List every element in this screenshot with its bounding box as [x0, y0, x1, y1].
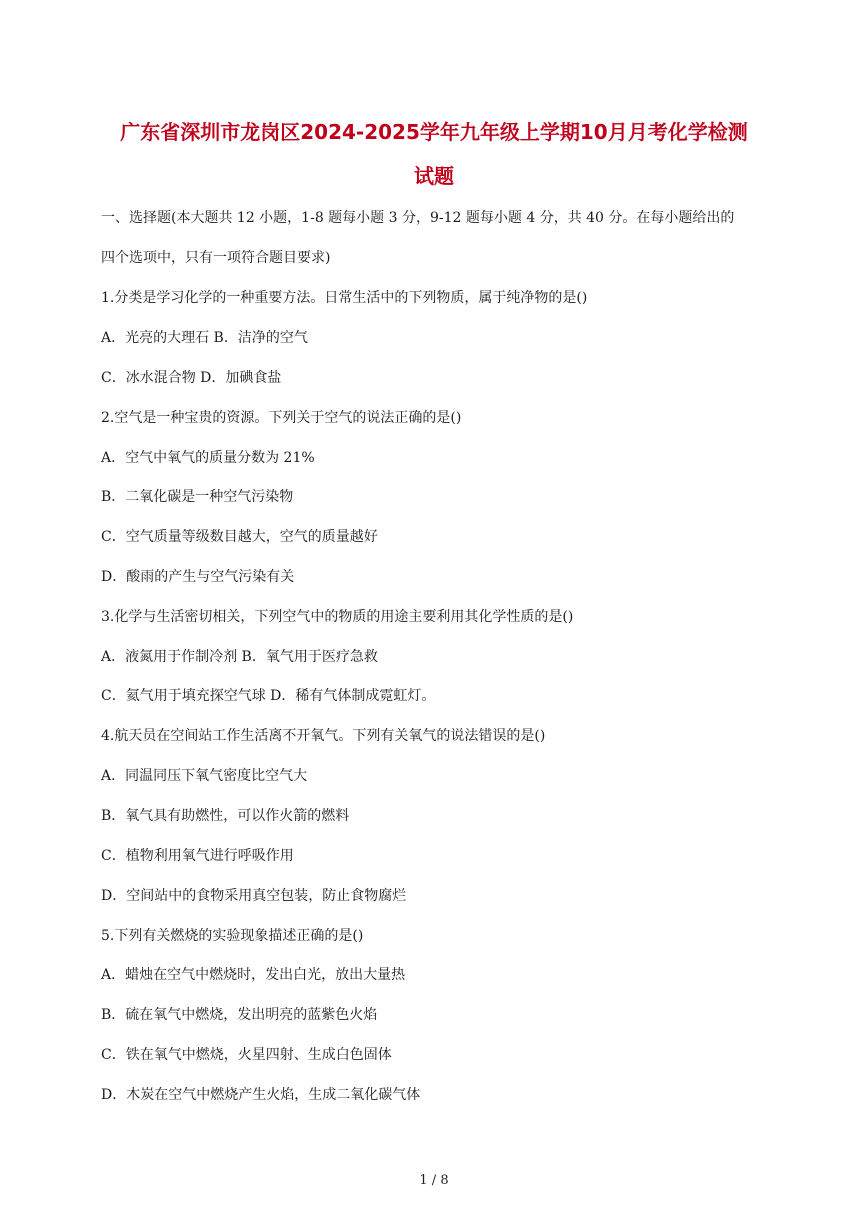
section-instructions-line-1: 一、选择题(本大题共 12 小题，1-8 题每小题 3 分，9-12 题每小题 4 分，共 40 分。在每小题给出的: [101, 210, 735, 226]
question-2-option-a: A．空气中氧气的质量分数为 21%: [101, 450, 315, 466]
page-number: 1 / 8: [419, 1173, 449, 1188]
question-2-option-b: B．二氧化碳是一种空气污染物: [101, 489, 294, 505]
question-5-option-b: B．硫在氧气中燃烧，发出明亮的蓝紫色火焰: [101, 1007, 378, 1023]
question-4-option-c: C．植物利用氧气进行呼吸作用: [101, 848, 294, 864]
question-3-option-line: A．液氮用于作制冷剂 B．氧气用于医疗急救: [101, 649, 378, 665]
question-5-option-c: C．铁在氧气中燃烧，火星四射、生成白色固体: [101, 1047, 392, 1063]
question-4-stem: 4.航天员在空间站工作生活离不开氧气。下列有关氧气的说法错误的是(): [101, 728, 546, 744]
document-title-line-1: 广东省深圳市龙岗区2024-2025学年九年级上学期10月月考化学检测: [120, 120, 748, 144]
question-2-stem: 2.空气是一种宝贵的资源。下列关于空气的说法正确的是(): [101, 410, 462, 426]
question-1-option-line: C．冰水混合物 D．加碘食盐: [101, 370, 282, 386]
question-3-stem: 3.化学与生活密切相关，下列空气中的物质的用途主要利用其化学性质的是(): [101, 609, 574, 625]
question-4-option-d: D．空间站中的食物采用真空包装，防止食物腐烂: [101, 888, 407, 904]
question-4-option-b: B．氧气具有助燃性，可以作火箭的燃料: [101, 808, 350, 824]
question-1-option-line: A．光亮的大理石 B．洁净的空气: [101, 330, 308, 346]
question-2-option-c: C．空气质量等级数目越大，空气的质量越好: [101, 529, 378, 545]
question-5-option-a: A．蜡烛在空气中燃烧时，发出白光，放出大量热: [101, 967, 406, 983]
question-4-option-a: A．同温同压下氧气密度比空气大: [101, 768, 308, 784]
question-5-option-d: D．木炭在空气中燃烧产生火焰，生成二氧化碳气体: [101, 1087, 421, 1103]
question-3-option-line: C．氦气用于填充探空气球 D．稀有气体制成霓虹灯。: [101, 688, 436, 704]
question-2-option-d: D．酸雨的产生与空气污染有关: [101, 569, 295, 585]
question-1-stem: 1.分类是学习化学的一种重要方法。日常生活中的下列物质，属于纯净物的是(): [101, 290, 588, 306]
question-5-stem: 5.下列有关燃烧的实验现象描述正确的是(): [101, 928, 364, 944]
document-title-line-2: 试题: [414, 164, 454, 188]
section-instructions-line-2: 四个选项中，只有一项符合题目要求): [101, 250, 331, 266]
